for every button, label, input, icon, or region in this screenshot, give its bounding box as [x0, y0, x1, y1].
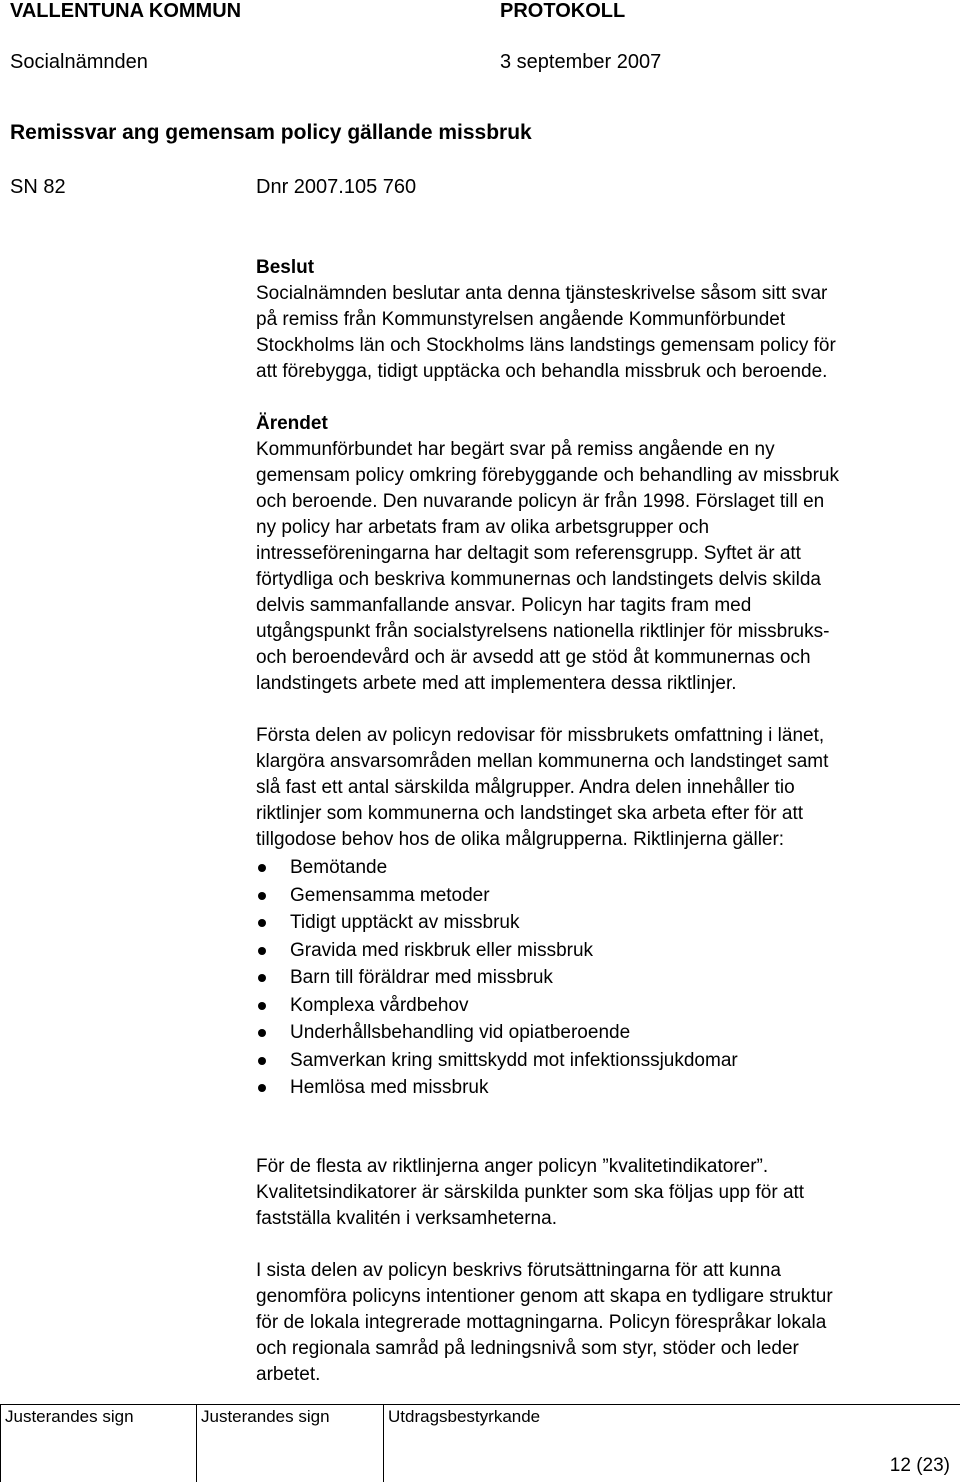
- sista-line: arbetet.: [256, 1364, 321, 1385]
- forsta-section: [256, 723, 956, 853]
- bullet-icon: [258, 864, 266, 872]
- arendet-line: landstingets arbete med att implementera dessa riktlinjer.: [256, 673, 737, 694]
- org-name: VALLENTUNA KOMMUN: [10, 0, 242, 22]
- excerpt-box: [383, 1404, 960, 1482]
- flesta-section: [256, 1154, 956, 1232]
- bullet-icon: [258, 974, 266, 982]
- excerpt-label: Utdragsbestyrkande: [388, 1407, 541, 1426]
- sign-box-2: [196, 1404, 383, 1482]
- arendet-line: och beroendevård och är avsedd att ge stöd åt kommunernas och: [256, 647, 811, 668]
- arendet-line: gemensam policy omkring förebyggande och behandling av missbruk: [256, 465, 839, 486]
- sign-box-1: [0, 1404, 196, 1482]
- list-item: Gemensamma metoder: [256, 882, 956, 910]
- bullet-icon: [258, 947, 266, 955]
- registration-number: Dnr 2007.105 760: [256, 176, 417, 198]
- bullet-icon: [258, 1084, 266, 1092]
- signature-footer: [0, 1404, 960, 1482]
- bullet-icon: [258, 1029, 266, 1037]
- doc-type: PROTOKOLL: [500, 0, 626, 22]
- beslut-section: [256, 255, 956, 385]
- arendet-line: ny policy har arbetats fram av olika arbetsgrupper och: [256, 517, 710, 538]
- bullet-icon: [258, 1002, 266, 1010]
- list-item: Hemlösa med missbruk: [256, 1074, 956, 1102]
- list-item: Bemötande: [256, 854, 956, 882]
- document-title: Remissvar ang gemensam policy gällande missbruk: [10, 121, 532, 144]
- sista-line: I sista delen av policyn beskrivs förutsättningarna för att kunna: [256, 1260, 781, 1281]
- sista-section: [256, 1258, 956, 1388]
- bullet-icon: [258, 1057, 266, 1065]
- beslut-line: på remiss från Kommunstyrelsen angående Kommunförbundet: [256, 309, 786, 330]
- meeting-date: 3 september 2007: [500, 51, 662, 73]
- arendet-heading: Ärendet: [256, 413, 328, 434]
- flesta-line: Kvalitetsindikatorer är särskilda punkter som ska följas upp för att: [256, 1182, 805, 1203]
- beslut-heading: Beslut: [256, 257, 315, 278]
- beslut-line: att förebygga, tidigt upptäcka och behandla missbruk och beroende.: [256, 361, 828, 382]
- list-item: Underhållsbehandling vid opiatberoende: [256, 1019, 956, 1047]
- page-number: 12 (23): [889, 1455, 950, 1476]
- flesta-line: För de flesta av riktlinjerna anger policyn ”kvalitetindikatorer”.: [256, 1156, 769, 1177]
- arendet-line: Kommunförbundet har begärt svar på remiss angående en ny: [256, 439, 775, 460]
- sign-label: Justerandes sign: [201, 1407, 330, 1426]
- sista-line: och regionala samråd på ledningsnivå som styr, stöder och leder: [256, 1338, 799, 1359]
- list-item: Barn till föräldrar med missbruk: [256, 964, 956, 992]
- arendet-line: och beroende. Den nuvarande policyn är från 1998. Förslaget till en: [256, 491, 825, 512]
- arendet-section: [256, 411, 956, 697]
- bullet-icon: [258, 919, 266, 927]
- forsta-line: Första delen av policyn redovisar för missbrukets omfattning i länet,: [256, 725, 825, 746]
- arendet-line: förtydliga och beskriva kommunernas och landstingets delvis skilda: [256, 569, 821, 590]
- forsta-line: riktlinjer som kommunerna och landstinget ska arbeta efter för att: [256, 803, 804, 824]
- beslut-line: Socialnämnden beslutar anta denna tjänsteskrivelse såsom sitt svar: [256, 283, 828, 304]
- committee: Socialnämnden: [10, 51, 148, 73]
- forsta-line: slå fast ett antal särskilda målgrupper. Andra delen innehåller tio: [256, 777, 795, 798]
- forsta-line: klargöra ansvarsområden mellan kommunerna och landstinget samt: [256, 751, 829, 772]
- case-number: SN 82: [10, 176, 66, 198]
- flesta-line: fastställa kvalitén i verksamheterna.: [256, 1208, 557, 1229]
- arendet-line: utgångspunkt från socialstyrelsens nationella riktlinjer för missbruks-: [256, 621, 830, 642]
- list-item: Tidigt upptäckt av missbruk: [256, 909, 956, 937]
- list-item: Samverkan kring smittskydd mot infektionssjukdomar: [256, 1047, 956, 1075]
- arendet-line: intresseföreningarna har deltagit som referensgrupp. Syftet är att: [256, 543, 801, 564]
- sista-line: för de lokala integrerade mottagningarna. Policyn förespråkar lokala: [256, 1312, 827, 1333]
- forsta-line: tillgodose behov hos de olika målgrupperna. Riktlinjerna gäller:: [256, 829, 785, 850]
- beslut-line: Stockholms län och Stockholms läns landstings gemensam policy för: [256, 335, 836, 356]
- list-item: Gravida med riskbruk eller missbruk: [256, 937, 956, 965]
- arendet-line: delvis sammanfallande ansvar. Policyn har tagits fram med: [256, 595, 752, 616]
- guideline-list: [256, 854, 956, 1102]
- list-item: Komplexa vårdbehov: [256, 992, 956, 1020]
- bullet-icon: [258, 892, 266, 900]
- sign-label: Justerandes sign: [5, 1407, 134, 1426]
- sista-line: genomföra policyns intentioner genom att skapa en tydligare struktur: [256, 1286, 833, 1307]
